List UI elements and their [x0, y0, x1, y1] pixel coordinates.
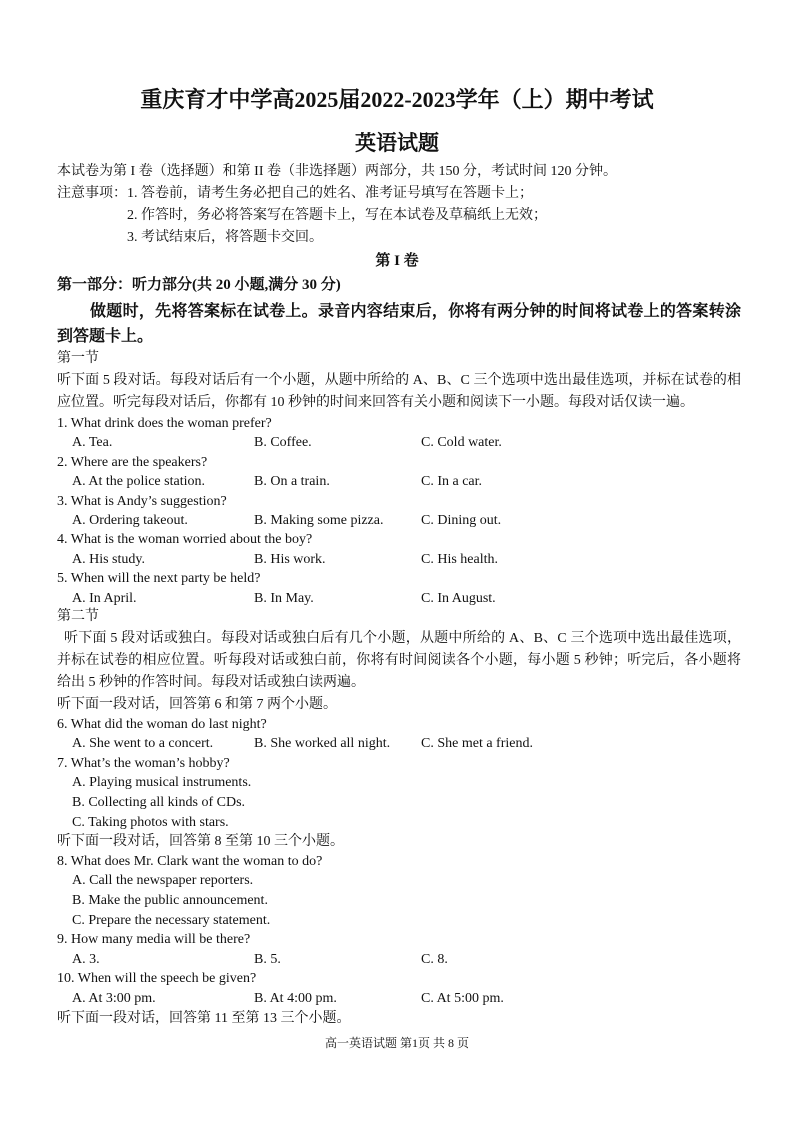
option-c: C. 8.: [421, 951, 448, 967]
notes-label: 注意事项：: [57, 186, 127, 201]
question-stem: 5. When will the next party be held?: [57, 571, 261, 587]
volume-heading: 第 I 卷: [375, 253, 419, 269]
option-a: A. Playing musical instruments.: [72, 775, 252, 791]
section1-heading: 第一节: [57, 351, 99, 366]
option-c: C. At 5:00 pm.: [421, 990, 504, 1006]
part1-heading: 第一部分：听力部分(共 20 小题,满分 30 分): [57, 277, 341, 293]
option-b: B. Make the public announcement.: [72, 892, 268, 908]
option-b: B. She worked all night.: [254, 736, 391, 752]
option-c: C. In August.: [421, 590, 496, 606]
notes-block: [57, 183, 741, 249]
option-b: B. 5.: [254, 951, 281, 967]
question-stem: 9. How many media will be there?: [57, 932, 251, 948]
notes-line: [57, 183, 741, 205]
option-c: C. Dining out.: [421, 513, 502, 529]
notes-item: 1. 答卷前，请考生务必把自己的姓名、准考证号填写在答题卡上；: [127, 186, 533, 201]
group-note: 听下面一段对话，回答第 8 至第 10 三个小题。: [57, 834, 344, 850]
option-a: A. Tea.: [72, 435, 113, 451]
exam-intro: 本试卷为第 I 卷（选择题）和第 II 卷（非选择题）两部分，共 150 分，考试时间 120 分钟。: [57, 164, 617, 179]
option-a: A. His study.: [72, 551, 145, 567]
group-note: 听下面一段对话，回答第 6 和第 7 两个小题。: [57, 697, 337, 712]
question-options: [57, 950, 741, 970]
exam-title: 重庆育才中学高2025届2022-2023学年（上）期中考试: [140, 87, 654, 112]
option-c: C. She met a friend.: [421, 736, 533, 752]
question-stem: 2. Where are the speakers?: [57, 454, 208, 470]
option-a: A. Ordering takeout.: [72, 513, 188, 529]
section2-instruction: 听下面 5 段对话或独白。每段对话或独白后有几个小题，从题中所给的 A、B、C 三个选项中选出最佳选项，并标在试卷的相应位置。听每段对话或独白前，你将有时间阅读各个小题，每小题 5 秒钟；听完后，各小题将给出 5 秒钟的作答时间。每段对话或独白读两遍。: [57, 631, 741, 690]
part1-instruction: 做题时，先将答案标在试卷上。录音内容结束后，你将有两分钟的时间将试卷上的答案转涂到答题卡上。: [57, 303, 741, 345]
question-stem: 4. What is the woman worried about the boy?: [57, 532, 313, 548]
option-b: B. Coffee.: [254, 435, 312, 451]
question-options: [57, 989, 741, 1009]
question-options: [57, 589, 741, 608]
option-b: B. His work.: [254, 551, 326, 567]
option-b: B. Collecting all kinds of CDs.: [72, 794, 246, 810]
option-b: B. On a train.: [254, 474, 330, 490]
question-stem: 6. What did the woman do last night?: [57, 716, 267, 732]
section2-questions: [57, 695, 741, 1028]
option-c: C. Cold water.: [421, 435, 502, 451]
section1-instruction: 听下面 5 段对话。每段对话后有一个小题，从题中所给的 A、B、C 三个选项中选出最佳选项，并标在试卷的相应位置。听完每段对话后，你都有 10 秒钟的时间来回答有关小题和阅读下一小题。每段对话仅读一遍。: [57, 373, 741, 410]
option-a: A. At the police station.: [72, 474, 205, 490]
option-a: A. 3.: [72, 951, 100, 967]
question-stem: 1. What drink does the woman prefer?: [57, 416, 272, 431]
notes-item: 2. 作答时，务必将答案写在答题卡上，写在本试卷及草稿纸上无效；: [127, 208, 547, 223]
option-a: A. Call the newspaper reporters.: [72, 873, 254, 889]
question-options: [57, 550, 741, 569]
question-stem: 3. What is Andy’s suggestion?: [57, 493, 227, 509]
option-a: A. She went to a concert.: [72, 736, 214, 752]
section1-questions: [57, 414, 741, 608]
question-options: [57, 734, 741, 754]
option-c: C. His health.: [421, 551, 498, 567]
option-a: A. At 3:00 pm.: [72, 990, 156, 1006]
question-stem: 10. When will the speech be given?: [57, 971, 257, 987]
question-options: [57, 472, 741, 491]
exam-subtitle: 英语试题: [355, 131, 439, 155]
question-stem: 8. What does Mr. Clark want the woman to do?: [57, 853, 323, 869]
section2-heading: 第二节: [57, 609, 99, 624]
page-footer: 高一英语试题 第1页 共 8 页: [324, 1036, 469, 1050]
group-note: 听下面一段对话，回答第 11 至第 13 三个小题。: [57, 1010, 351, 1026]
option-c: C. Prepare the necessary statement.: [72, 912, 271, 928]
option-a: A. In April.: [72, 590, 137, 606]
option-b: B. At 4:00 pm.: [254, 990, 337, 1006]
option-c: C. Taking photos with stars.: [72, 814, 229, 830]
option-b: B. In May.: [254, 590, 314, 606]
question-stem: 7. What’s the woman’s hobby?: [57, 755, 230, 771]
question-options: [57, 511, 741, 530]
option-b: B. Making some pizza.: [254, 513, 384, 529]
option-c: C. In a car.: [421, 474, 483, 490]
question-options: [57, 433, 741, 452]
notes-item: 3. 考试结束后，将答题卡交回。: [127, 230, 323, 245]
